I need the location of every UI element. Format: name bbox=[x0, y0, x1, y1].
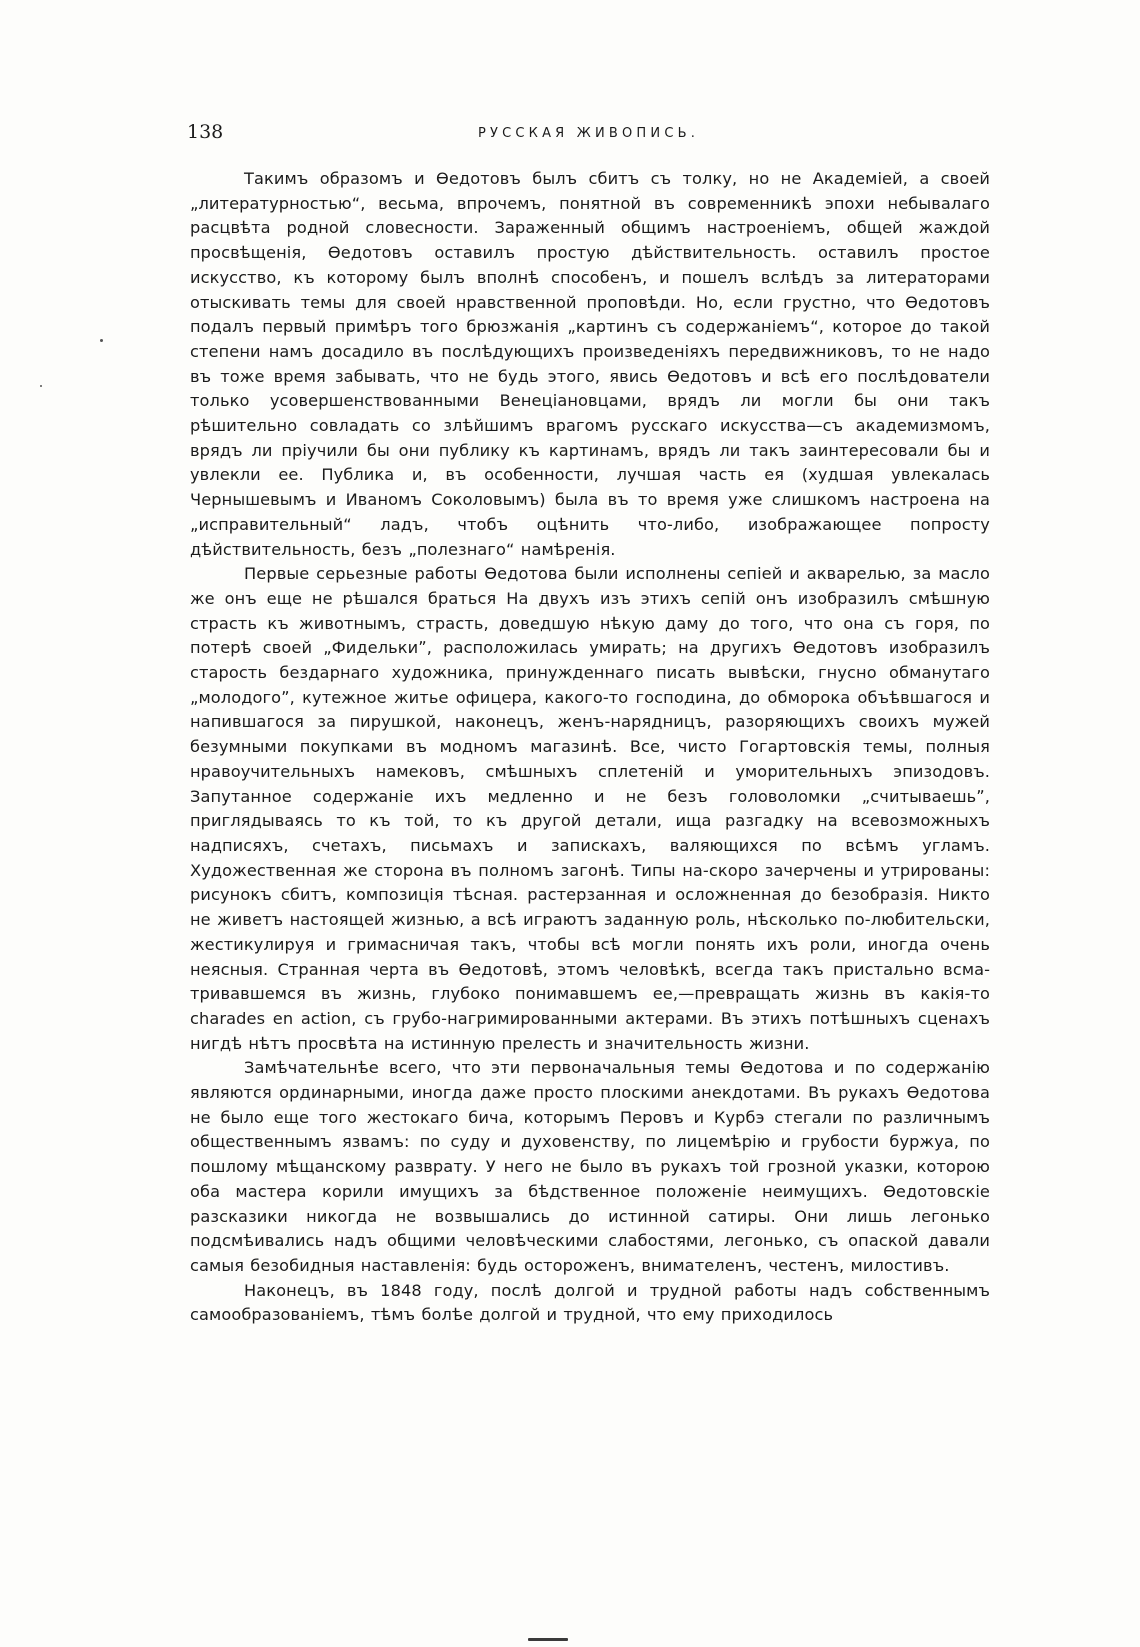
page-number: 138 bbox=[187, 121, 224, 143]
paragraph: Первые серьезные работы Өедотова были исполнены сепiей и акварелью, за масло же онъ еще не рѣшался браться На двухъ изъ этихъ сепiй онъ изобразилъ смѣшную страсть къ животнымъ, страсть, доведшую нѣкую даму до того, что она съ горя, по потерѣ своей „Фиделькиˮ, расположилась умирать; на другихъ Өедотовъ изобразилъ старость бездарнаго художника, принужденнаго писать вывѣски, гнусно обманутаго „молодогоˮ, кутежное житье офицера, какого-то господина, до обморока объѣвшагося и напившагося за пирушкой, наконецъ, женъ-нарядницъ, разоряющихъ своихъ мужей безумными покупками въ модномъ магазинѣ. Все, чисто Гогартовскiя темы, полныя нравоучительныхъ намековъ, смѣшныхъ сплетенiй и уморительныхъ эпизодовъ. Запутанное содержанiе ихъ медленно и не безъ головоломки „считываешьˮ, приглядываясь то къ той, то къ другой детали, ища разгадку на всевозможныхъ надписяхъ, счетахъ, письмахъ и запискахъ, валяющихся по всѣмъ угламъ. Художественная же сторона въ полномъ загонѣ. Типы на-скоро зачерчены и утрированы: рисунокъ сбитъ, композицiя тѣсная. растерзанная и осложненная до безобразiя. Никто не живетъ настоящей жизнью, а всѣ играютъ заданную роль, нѣсколько по-любительски, жестикулируя и гримасничая такъ, чтобы всѣ могли понять ихъ роли, иногда очень неясныя. Странная черта въ Өедотовѣ, этомъ человѣкѣ, всегда такъ пристально всматривавшемся въ жизнь, глубоко понимавшемъ ее,—превращать жизнь въ какiя-то charades en action, съ грубо-нагримированными актерами. Въ этихъ потѣшныхъ сценахъ нигдѣ нѣтъ просвѣта на истинную прелесть и значительность жизни. bbox=[190, 564, 990, 1053]
scan-speck bbox=[40, 385, 42, 387]
paragraph: Замѣчательнѣе всего, что эти первоначальныя темы Өедотова и по содержанiю являются ординарными, иногда даже просто плоскими анекдотами. Въ рукахъ Өедотова не было еще того жестокаго бича, которымъ Перовъ и Курбэ стегали по различнымъ общественнымъ язвамъ: по суду и духовенству, по лицемѣрiю и грубости буржуа, по пошлому мѣщанскому разврату. У него не было въ рукахъ той грозной указки, которою оба мастера корили имущихъ за бѣдственное положенiе неимущихъ. Өедотовскiе разсказики никогда не возвышались до истинной сатиры. Они лишь легонько подсмѣивались надъ общими человѣческими слабостями, легонько, съ опаской давали самыя безобидныя наставленiя: будь остороженъ, внимателенъ, честенъ, милостивъ. bbox=[190, 1058, 990, 1275]
scan-speck bbox=[100, 339, 103, 342]
scan-bottom-mark bbox=[528, 1638, 568, 1641]
paragraph: Наконецъ, въ 1848 году, послѣ долгой и трудной работы надъ собственнымъ самообразованiемъ, тѣмъ болѣе долгой и трудной, что ему приходилось bbox=[190, 1280, 990, 1325]
paragraph: Такимъ образомъ и Өедотовъ былъ сбитъ съ толку, но не Академiей, а своей „литературностью“, весьма, впрочемъ, понятной въ современникѣ эпохи небывалаго расцвѣта родной словесности. Зараженный общимъ настроенiемъ, общей жаждой просвѣщенiя, Өедотовъ оставилъ простую дѣйствительность. оставилъ простое искусство, къ которому былъ вполнѣ способенъ, и пошелъ вслѣдъ за литераторами отыскивать темы для своей нравственной проповѣди. Но, если грустно, что Өедотовъ подалъ первый примѣръ того брюзжанiя „картинъ съ содержанiемъ“, которое до такой степени намъ досадило въ послѣдующихъ произведенiяхъ передвижниковъ, то не надо въ тоже время забывать, что не будь этого, явись Өедотовъ и всѣ его послѣдователи только усовершенствованными Венецiановцами, врядъ ли могли бы они такъ рѣшительно совладать со злѣйшимъ врагомъ русскаго искусства—съ академизмомъ, врядъ ли прiучили бы они публику къ картинамъ, врядъ ли такъ заинтересовали бы и увлекли ее. Публика и, въ особенности, лучшая часть ея (худшая увлекалась Чернышевымъ и Иваномъ Соколовымъ) была въ то время уже слишкомъ настроена на „исправительный“ ладъ, чтобъ оцѣнить что-либо, изображающее попросту дѣйствительность, безъ „полезнаго“ намѣренiя. bbox=[190, 169, 990, 559]
running-title: РУССКАЯ ЖИВОПИСЬ. bbox=[477, 126, 700, 141]
body-text bbox=[190, 167, 990, 1328]
page-header bbox=[187, 118, 990, 146]
